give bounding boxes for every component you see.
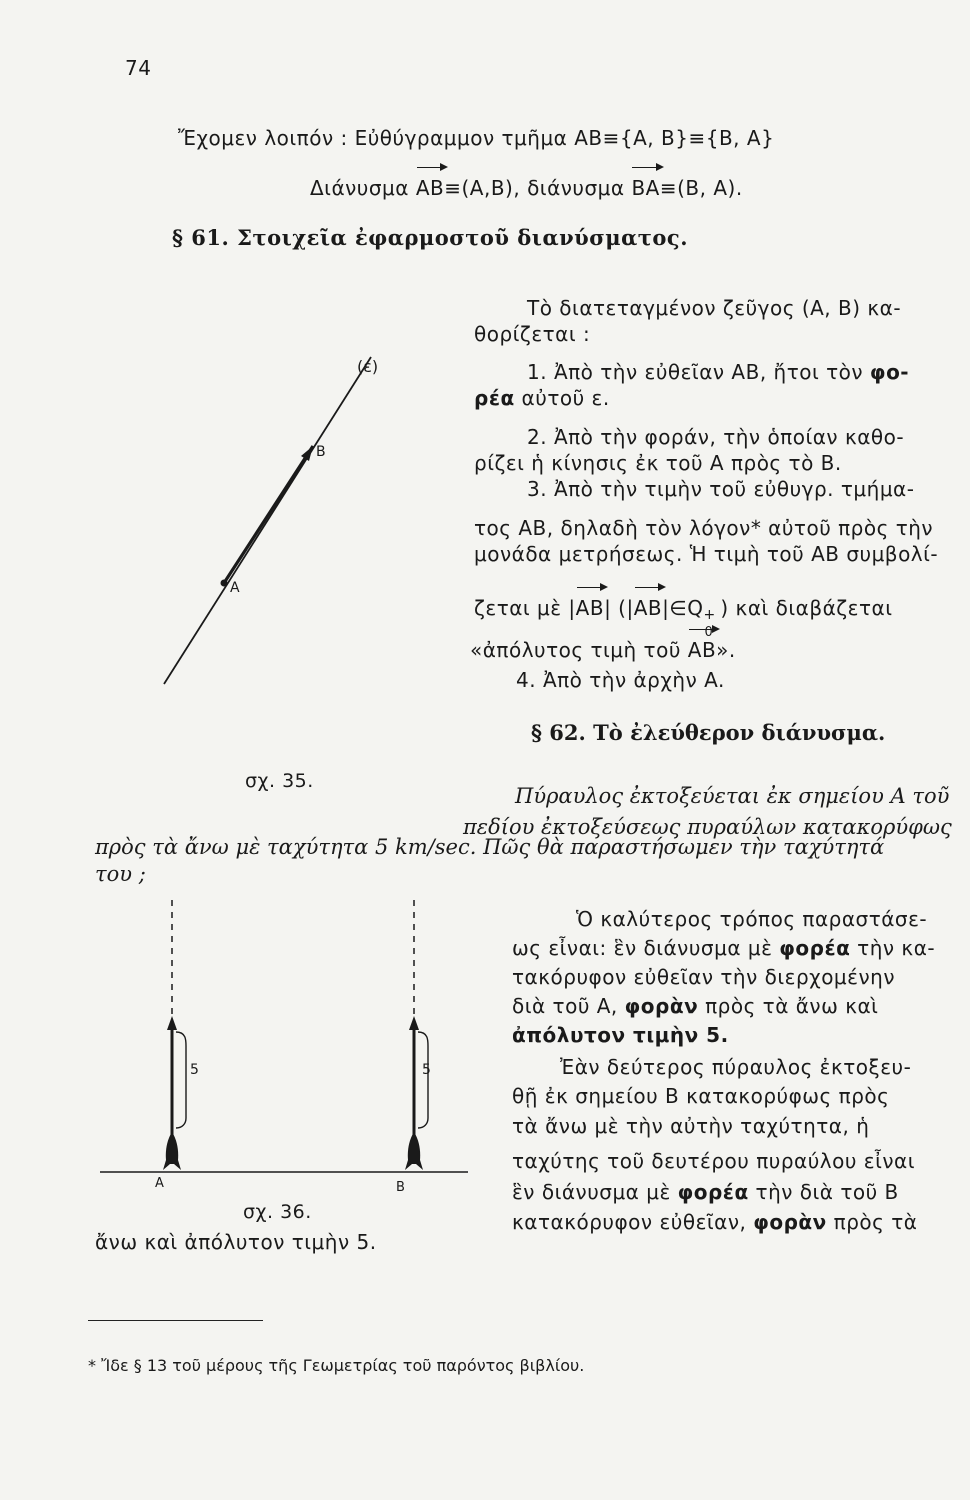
item-3-line-1: 3. Ἀπὸ τὴν τιμὴν τοῦ εὐθυγρ. τμήμα- — [527, 477, 915, 501]
vector-ab: AB — [687, 638, 717, 662]
fig36-label-a: A — [155, 1176, 164, 1191]
item-3-text: ». — [716, 638, 736, 662]
fig35-label-epsilon: (ε) — [357, 357, 379, 376]
item-2-line-2: ρίζει ἡ κίνησις ἐκ τοῦ A πρὸς τὸ B. — [474, 451, 842, 475]
answer-line: θῇ ἐκ σημείου B κατακορύφως πρὸς — [512, 1084, 890, 1108]
item-3-text: | (| — [604, 596, 634, 620]
problem-line-1: Πύραυλος ἐκτοξεύεται ἐκ σημείου A τοῦ — [515, 784, 950, 808]
point-a — [221, 580, 228, 587]
section-symbol: § — [172, 225, 184, 250]
problem-line-3: πρὸς τὰ ἄνω μὲ ταχύτητα 5 km/sec. Πῶς θὰ παραστήσωμεν τὴν ταχύτητά — [95, 835, 885, 859]
answer-bold: φορέα — [677, 1180, 749, 1204]
item-1-bold: φο- — [869, 360, 910, 384]
item-1-bold: ρέα — [474, 386, 515, 410]
answer-text: κατακόρυφον εὐθεῖαν, — [512, 1210, 754, 1234]
superscript-plus: + — [703, 607, 716, 623]
section-62-heading — [531, 720, 885, 745]
item-1-text: αὐτοῦ ε. — [514, 386, 610, 410]
vector-segment — [224, 446, 313, 583]
answer-text: ως εἶναι: ἓν διάνυσμα μὲ — [512, 936, 780, 960]
vector-ab: AB — [633, 596, 663, 620]
fig36-caption: σχ. 36. — [243, 1201, 312, 1223]
item-4: 4. Ἀπὸ τὴν ἀρχὴν A. — [516, 668, 725, 692]
rocket-icon — [408, 1132, 420, 1160]
figure-35 — [164, 357, 371, 684]
fig35-caption: σχ. 35. — [245, 770, 314, 792]
vector-label-1: Διάνυσμα — [310, 176, 416, 200]
answer-line: ταχύτης τοῦ δευτέρου πυραύλου εἶναι — [512, 1149, 915, 1173]
answer-text: τὴν κα- — [850, 936, 936, 960]
item-3-line-2: τος AB, δηλαδὴ τὸν λόγον* αὐτοῦ πρὸς τὴν — [474, 516, 934, 540]
item-3-text: ζεται μὲ | — [474, 596, 576, 620]
intro-set-ba: {B, A} — [705, 126, 775, 150]
answer-line: ἀπόλυτον τιμὴν 5. — [512, 1023, 729, 1047]
brace-icon — [176, 1032, 186, 1128]
footnote: * Ἴδε § 13 τοῦ μέρους τῆς Γεωμετρίας τοῦ παρόντος βιβλίου. — [88, 1356, 585, 1375]
fig35-label-a: A — [230, 580, 240, 596]
body-line: θορίζεται : — [474, 322, 591, 346]
rocket-fins-icon — [163, 1160, 181, 1170]
section-title: Τὸ ἐλεύθερον διάνυσμα. — [593, 720, 886, 745]
section-symbol: § — [531, 720, 542, 745]
rocket-icon — [166, 1132, 178, 1160]
item-3-text: ) καὶ διαβάζεται — [713, 596, 893, 620]
vector-ab: AB — [415, 176, 445, 200]
section-title: Στοιχεῖα ἐφαρμοστοῦ διανύσματος. — [237, 225, 689, 250]
answer-line: Ὁ καλύτερος τρόπος παραστάσε- — [576, 907, 928, 931]
answer-line: τακόρυφον εὐθεῖαν τὴν διερχομένην — [512, 965, 895, 989]
arrowhead-icon — [301, 446, 313, 461]
answer-text: τὴν διὰ τοῦ B — [748, 1180, 899, 1204]
brace-icon — [418, 1032, 428, 1128]
problem-line-2: πεδίου ἐκτοξεύσεως πυραύλων κατακορύφως — [463, 815, 952, 839]
section-number: 61. — [191, 225, 230, 250]
page-number: 74 — [125, 56, 152, 80]
vector-ba-value: ≡(B, A). — [659, 176, 743, 200]
item-3-line-3: μονάδα μετρήσεως. Ἡ τιμὴ τοῦ AB συμβολί- — [474, 542, 939, 566]
item-1-text: 1. Ἀπὸ τὴν εὐθεῖαν AB, ἤτοι τὸν — [527, 360, 870, 384]
answer-text: διὰ τοῦ A, — [512, 994, 625, 1018]
answer-text: πρὸς τὰ — [826, 1210, 918, 1234]
answer-line — [512, 1180, 899, 1204]
figure-36 — [100, 900, 468, 1172]
section-number: 62. — [549, 720, 586, 745]
footnote-divider — [88, 1320, 263, 1321]
answer-line: Ἐὰν δεύτερος πύραυλος ἐκτοξευ- — [560, 1055, 912, 1079]
problem-line-4: του ; — [95, 862, 146, 886]
answer-line — [512, 936, 935, 960]
carrier-line — [164, 357, 371, 684]
set-q: |∈Q — [662, 596, 704, 620]
equiv-symbol-2: ≡ — [688, 126, 706, 150]
rocket-fins-icon — [405, 1160, 423, 1170]
answer-line — [512, 1210, 917, 1234]
answer-text: ἓν διάνυσμα μὲ — [512, 1180, 678, 1204]
answer-bold: φορὰν — [753, 1210, 827, 1234]
arrowhead-icon — [167, 1016, 177, 1030]
arrowhead-icon — [409, 1016, 419, 1030]
answer-line: ἄνω καὶ ἀπόλυτον τιμὴν 5. — [95, 1230, 377, 1254]
body-line: Τὸ διατεταγμένον ζεῦγος (A, B) κα- — [527, 296, 902, 320]
fig36-label-b: B — [396, 1180, 405, 1195]
intro-line-1-prefix: Ἔχομεν λοιπόν : Εὐθύγραμμον τμῆμα AB — [178, 126, 603, 150]
answer-line — [512, 994, 878, 1018]
answer-bold: φορὰν — [624, 994, 699, 1018]
fig36-label-5-left: 5 — [190, 1062, 199, 1078]
equiv-symbol-1: ≡ — [602, 126, 620, 150]
answer-bold: φορέα — [779, 936, 851, 960]
fig35-label-b: B — [316, 444, 326, 460]
subscript-zero: 0 — [704, 625, 714, 640]
vector-ab-value: ≡(A,B), διάνυσμα — [444, 176, 632, 200]
answer-text: πρὸς τὰ ἄνω καὶ — [698, 994, 879, 1018]
answer-line: τὰ ἄνω μὲ τὴν αὐτὴν ταχύτητα, ἡ — [512, 1114, 870, 1138]
fig36-label-5-right: 5 — [422, 1062, 431, 1078]
item-3-text: «ἀπόλυτος τιμὴ τοῦ — [470, 638, 688, 662]
vector-ba: BA — [631, 176, 660, 200]
vector-ab: AB — [575, 596, 605, 620]
intro-set-ab: {A, B} — [619, 126, 689, 150]
item-2-line-1: 2. Ἀπὸ τὴν φοράν, τὴν ὁποίαν καθο- — [527, 425, 905, 449]
